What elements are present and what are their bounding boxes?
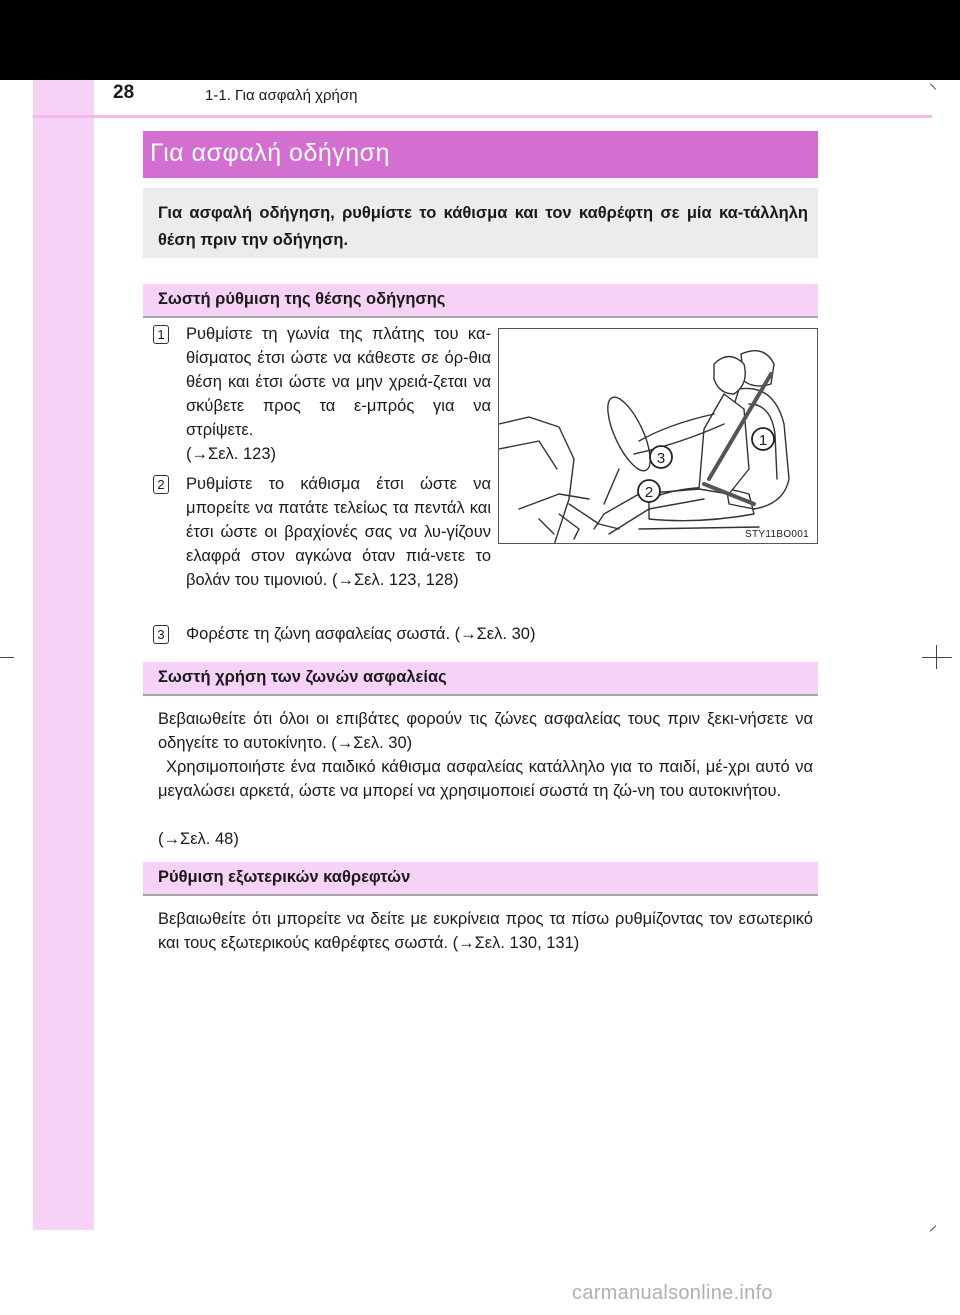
page-number: 28 bbox=[113, 82, 135, 103]
section-heading-label: Ρύθμιση εξωτερικών καθρεφτών bbox=[158, 868, 411, 886]
item-1-ref: (→Σελ. 123) bbox=[186, 445, 276, 463]
callout-1-label: 1 bbox=[758, 432, 768, 449]
section-heading-driving-position bbox=[143, 284, 818, 318]
top-black-bar bbox=[0, 0, 960, 80]
seatbelt-paragraph-3: (→Σελ. 48) bbox=[158, 830, 239, 848]
item-number-1: 1 bbox=[153, 325, 169, 344]
section-heading-seatbelts bbox=[143, 662, 818, 696]
item-1-body: Ρυθμίστε τη γωνία της πλάτης του κα-θίσματος έτσι ώστε να κάθεστε σε όρ-θια θέση και έτσι ώστε να μην χρειά-ζεται να σκύβετε προς τα ε-μπρός για να στρίψετε. bbox=[186, 325, 491, 439]
intro-box: Για ασφαλή οδήγηση, ρυθμίστε το κάθισμα και τον καθρέφτη σε μία κα-τάλληλη θέση πριν την οδήγηση. bbox=[143, 188, 818, 258]
seatbelt-paragraph-2: Χρησιμοποιήστε ένα παιδικό κάθισμα ασφαλείας κατάλληλο για το παιδί, μέ-χρι αυτό να μεγαλώσει αρκετά, ώστε να μπορεί να χρησιμοποιεί σωστά τη ζώ-νη του αυτοκινήτου. bbox=[158, 758, 813, 800]
item-3-text: Φορέστε τη ζώνη ασφαλείας σωστά. (→Σελ. 30) bbox=[186, 625, 536, 643]
section-heading-label: Σωστή χρήση των ζωνών ασφαλείας bbox=[158, 668, 447, 686]
chapter-title: 1-1. Για ασφαλή χρήση bbox=[205, 87, 358, 104]
page-title-bar bbox=[143, 131, 818, 178]
crop-mark-bottom-right bbox=[930, 1225, 936, 1231]
section-heading-mirrors bbox=[143, 862, 818, 896]
seatbelt-paragraph-1: Βεβαιωθείτε ότι όλοι οι επιβάτες φορούν τις ζώνες ασφαλείας τους πριν ξεκι-νήσετε να οδηγείτε το αυτοκίνητο. (→Σελ. 30) bbox=[158, 710, 813, 752]
mirror-paragraph: Βεβαιωθείτε ότι μπορείτε να δείτε με ευκρίνεια προς τα πίσω ρυθμίζοντας τον εσωτερικό και τους εξωτερικούς καθρέφτες σωστά. (→Σελ. 130, 131) bbox=[158, 910, 813, 952]
header-rule bbox=[33, 115, 932, 118]
side-tab-strip bbox=[33, 80, 94, 1230]
item-1-text bbox=[186, 322, 491, 466]
crop-mark-left bbox=[0, 657, 14, 658]
watermark: carmanualsonline.info bbox=[572, 1282, 773, 1304]
crop-mark-right-v bbox=[936, 645, 937, 669]
figure-code: STY11BO001 bbox=[745, 529, 809, 540]
page-title: Για ασφαλή οδήγηση bbox=[150, 139, 391, 167]
seat-driver-drawing bbox=[499, 329, 818, 544]
crop-mark-right-h bbox=[922, 657, 952, 658]
callout-3-label: 3 bbox=[656, 450, 666, 467]
item-number-3: 3 bbox=[153, 625, 169, 644]
item-2-text: Ρυθμίστε το κάθισμα έτσι ώστε να μπορείτε να πατάτε τελείως τα πεντάλ και έτσι ώστε οι βραχίονές σας να λυ-γίζουν ελαφρά στον αγκώνα όταν πιά-νετε το βολάν του τιμονιού. (→Σελ. 123, 128) bbox=[186, 475, 491, 589]
crop-mark-top-right bbox=[930, 83, 936, 89]
section-heading-label: Σωστή ρύθμιση της θέσης οδήγησης bbox=[158, 290, 446, 308]
callout-2-label: 2 bbox=[644, 484, 654, 501]
item-number-2: 2 bbox=[153, 475, 169, 494]
driving-position-illustration bbox=[498, 328, 818, 544]
